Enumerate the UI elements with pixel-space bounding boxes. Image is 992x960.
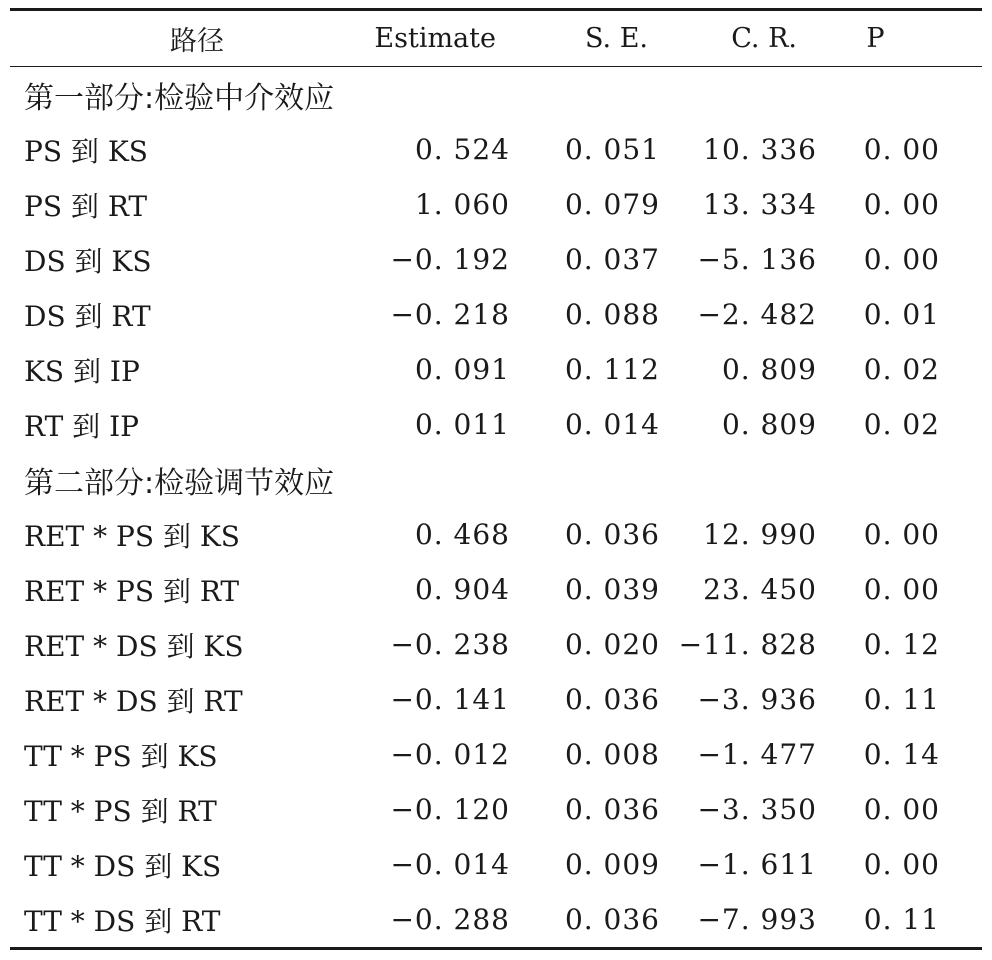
section-title: 第一部分:检验中介效应 — [24, 80, 335, 116]
table-row — [10, 177, 982, 232]
table-row — [10, 287, 982, 342]
table-row — [10, 672, 982, 727]
table-row — [10, 122, 982, 177]
cell-path: RET * PS 到 KS — [24, 519, 240, 553]
cell-cr: 13. 334 — [703, 188, 817, 221]
cell-se: 0. 079 — [564, 188, 660, 221]
section-row — [10, 67, 982, 123]
results-table — [10, 8, 982, 950]
cell-se: 0. 008 — [564, 738, 660, 771]
cell-se: 0. 112 — [564, 353, 660, 386]
table-body — [10, 67, 982, 948]
section-row — [10, 452, 982, 507]
cell-estimate: 0. 091 — [414, 353, 510, 386]
cell-cr: 0. 809 — [721, 408, 817, 441]
cell-cr: −5. 136 — [697, 243, 817, 276]
cell-se: 0. 014 — [564, 408, 660, 441]
cell-estimate: −0. 014 — [390, 848, 510, 881]
cell-cr: 12. 990 — [703, 518, 817, 551]
table-row — [10, 397, 982, 452]
cell-p: 0. 00 — [863, 188, 940, 221]
header-row — [10, 11, 982, 67]
cell-path: RET * DS 到 KS — [24, 629, 244, 663]
cell-path: DS 到 RT — [24, 299, 151, 333]
header-estimate: Estimate — [370, 11, 520, 67]
cell-se: 0. 036 — [564, 793, 660, 826]
cell-estimate: −0. 238 — [390, 628, 510, 661]
cell-path: KS 到 IP — [24, 354, 140, 388]
cell-cr: −1. 611 — [697, 848, 817, 881]
header-cr: C. R. — [670, 11, 825, 67]
cell-p: 0. 00 — [863, 793, 940, 826]
cell-estimate: 0. 011 — [414, 408, 510, 441]
cell-cr: 0. 809 — [721, 353, 817, 386]
cell-estimate: −0. 218 — [390, 298, 510, 331]
table-row — [10, 507, 982, 562]
cell-estimate: 1. 060 — [414, 188, 510, 221]
table-row — [10, 837, 982, 892]
cell-path: TT * DS 到 RT — [24, 904, 221, 938]
cell-estimate: 0. 524 — [414, 133, 510, 166]
cell-estimate: −0. 120 — [390, 793, 510, 826]
cell-cr: −3. 936 — [697, 683, 817, 716]
cell-p: 0. 00 — [863, 243, 940, 276]
cell-se: 0. 037 — [564, 243, 660, 276]
cell-p: 0. 11 — [863, 903, 940, 936]
cell-estimate: −0. 141 — [390, 683, 510, 716]
cell-se: 0. 088 — [564, 298, 660, 331]
cell-p: 0. 01 — [863, 298, 940, 331]
cell-p: 0. 02 — [863, 408, 940, 441]
table-row — [10, 892, 982, 947]
cell-path: RET * PS 到 RT — [24, 574, 240, 608]
cell-p: 0. 14 — [863, 738, 940, 771]
cell-cr: 23. 450 — [703, 573, 817, 606]
cell-p: 0. 00 — [863, 848, 940, 881]
cell-p: 0. 12 — [863, 628, 940, 661]
table-row — [10, 562, 982, 617]
table-row — [10, 727, 982, 782]
cell-path: TT * PS 到 KS — [24, 739, 218, 773]
cell-se: 0. 036 — [564, 518, 660, 551]
cell-cr: 10. 336 — [703, 133, 817, 166]
cell-cr: −11. 828 — [678, 628, 817, 661]
table-row — [10, 232, 982, 287]
cell-path: DS 到 KS — [24, 244, 152, 278]
table-row — [10, 342, 982, 397]
cell-se: 0. 051 — [564, 133, 660, 166]
cell-cr: −7. 993 — [697, 903, 817, 936]
cell-path: PS 到 KS — [24, 134, 148, 168]
cell-se: 0. 039 — [564, 573, 660, 606]
cell-estimate: −0. 012 — [390, 738, 510, 771]
cell-estimate: −0. 192 — [390, 243, 510, 276]
cell-se: 0. 036 — [564, 903, 660, 936]
cell-se: 0. 036 — [564, 683, 660, 716]
cell-se: 0. 020 — [564, 628, 660, 661]
cell-estimate: −0. 288 — [390, 903, 510, 936]
cell-path: RET * DS 到 RT — [24, 684, 243, 718]
cell-p: 0. 00 — [863, 518, 940, 551]
cell-cr: −2. 482 — [697, 298, 817, 331]
cell-cr: −1. 477 — [697, 738, 817, 771]
table-row — [10, 782, 982, 837]
cell-p: 0. 02 — [863, 353, 940, 386]
path-coefficients-table — [10, 11, 982, 947]
cell-path: RT 到 IP — [24, 409, 139, 443]
header-p: P — [825, 11, 982, 67]
cell-se: 0. 009 — [564, 848, 660, 881]
cell-p: 0. 00 — [863, 133, 940, 166]
cell-p: 0. 11 — [863, 683, 940, 716]
cell-path: TT * DS 到 KS — [24, 849, 222, 883]
section-title: 第二部分:检验调节效应 — [24, 465, 335, 501]
table-row — [10, 617, 982, 672]
cell-path: TT * PS 到 RT — [24, 794, 217, 828]
cell-p: 0. 00 — [863, 573, 940, 606]
cell-cr: −3. 350 — [697, 793, 817, 826]
header-se: S. E. — [520, 11, 670, 67]
cell-estimate: 0. 468 — [414, 518, 510, 551]
cell-path: PS 到 RT — [24, 189, 148, 223]
header-path: 路径 — [10, 11, 370, 67]
cell-estimate: 0. 904 — [414, 573, 510, 606]
